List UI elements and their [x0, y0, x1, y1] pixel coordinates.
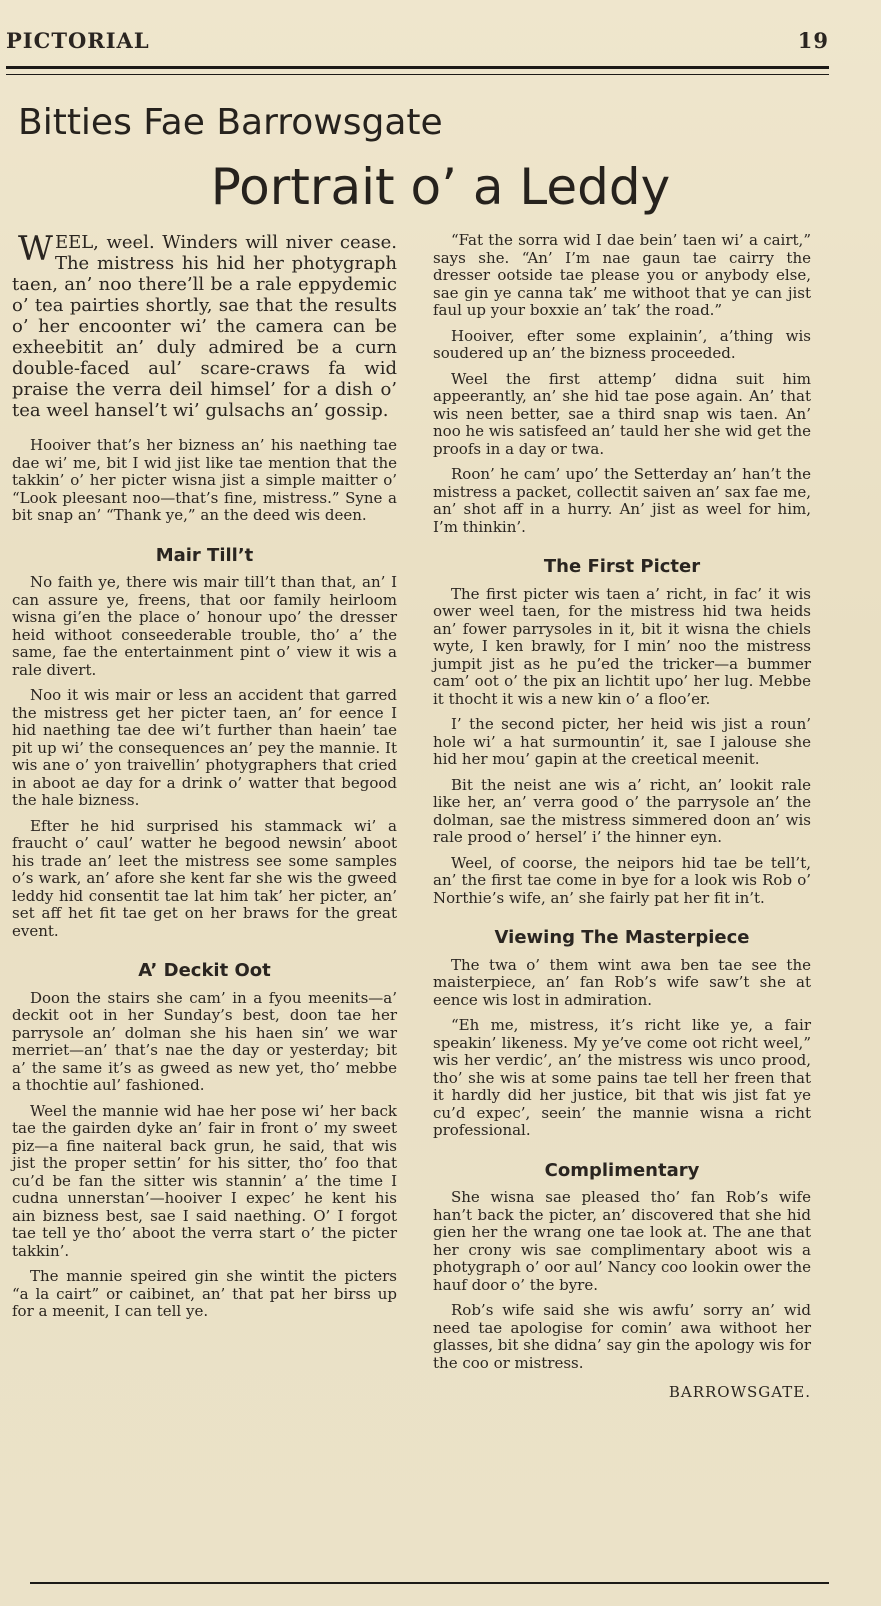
paragraph: “Eh me, mistress, it’s richt like ye, a fair speakin’ likeness. My ye’ve come oot richt weel,” wis her verdic’, an’ the mistress wis unco prood, tho’ she wis at some pains tae tell her freen that it hardly did her justice, bit that wis jist fat ye cu’d expec’, seein’ the mannie wisna a richt professional.: [433, 1016, 811, 1139]
paragraph: The twa o’ them wint awa ben tae see the maisterpiece, an’ fan Rob’s wife saw’t she at eence wis lost in admiration.: [433, 955, 811, 1009]
paragraph: Efter he hid surprised his stammack wi’ a fraucht o’ caul’ watter he begood newsin’ aboot his trade an’ leet the mistress see some samples o’s wark, an’ afore she kent far she wis the gweed leddy hid consentit tae lat him tak’ her picter, an’ set aff het fit tae get on her braws for the great event.: [12, 816, 397, 940]
paragraph: Hooiver that’s her bizness an’ his naething tae dae wi’ me, bit I wid jist like tae mention that the takkin’ o’ her picter wisna jist a simple maitter o’ “Look pleesant noo—that’s fine, mistress.” Syne a bit snap an’ “Thank ye,” an the deed wis deen.: [12, 436, 397, 524]
article-headline: Portrait o’ a Leddy: [210, 158, 671, 216]
subheading-complimentary: Complimentary: [544, 1159, 700, 1181]
paragraph: Hooiver, efter some explainin’, a’thing wis soudered up an’ the bizness proceeded.: [433, 326, 811, 362]
footer-rule: [30, 1582, 829, 1584]
drop-cap: W: [18, 229, 53, 269]
paragraph: Weel the mannie wid hae her pose wi’ her back tae the gairden dyke an’ fair in front o’ my sweet piz—a fine naiteral back grun, he said, that wis jist the proper settin’ for his sitter, tho’ foo that cu’d be fan the sitter wis stannin’ a’ the time I cudna unnerstan’—hooiver I expec’ he kent his ain bizness best, sae I said naething. O’ I forgot tae tell ye tho’ aboot the verra start o’ the picter takkin’.: [12, 1101, 397, 1260]
header-rule: [6, 66, 829, 75]
series-title: Bitties Fae Barrowsgate: [18, 102, 443, 143]
paragraph: Rob’s wife said she wis awfu’ sorry an’ wid need tae apologise for comin’ awa withoot her glasses, bit she didna’ say gin the apology wis for the coo or mistress.: [433, 1301, 811, 1372]
subheading-viewing-masterpiece: Viewing The Masterpiece: [494, 927, 750, 948]
left-column: [12, 229, 397, 1329]
paragraph: The mannie speired gin she wintit the picters “a la cairt” or caibinet, an’ that pat her birss up for a meenit, I can tell ye.: [12, 1267, 397, 1320]
subheading-first-picter: The First Picter: [543, 556, 701, 577]
paragraph: Bit the neist ane wis a’ richt, an’ lookit rale like her, an’ verra good o’ the parrysole an’ the dolman, sae the mistress simmered doon an’ wis rale prood o’ hersel’ i’ the hinner eyn.: [433, 775, 811, 846]
subheading-deckit-oot: A’ Deckit Oot: [138, 960, 271, 981]
paragraph: “Fat the sorra wid I dae bein’ taen wi’ a cairt,” says she. “An’ I’m nae gaun tae cairry the dresser ootside tae please you or anybody else, sae gin ye canna tak’ me withoot that ye can jist faul up your boxxie an’ tak’ the road.”: [433, 231, 811, 319]
running-head: [0, 28, 881, 58]
author-signoff: BARROWSGATE.: [668, 1383, 811, 1401]
section-title: PICTORIAL: [6, 28, 150, 53]
page-number: 19: [797, 28, 829, 53]
lead-paragraph: [12, 229, 397, 421]
subheading-mair-tillt: Mair Till’t: [155, 544, 254, 566]
paragraph: Doon the stairs she cam’ in a fyou meenits—a’ deckit oot in her Sunday’s best, doon tae her parrysole an’ dolman she his haen sin’ we war merriet—an’ that’s nae the day or yesterday; bit a’ the same it’s as gweed as new yet, tho’ mebbe a thochtie aul’ fashioned.: [12, 988, 397, 1094]
paragraph: I’ the second picter, her heid wis jist a roun’ hole wi’ a hat surmountin’ it, sae I jalouse she hid her mou’ gapin at the creetical meenit.: [433, 715, 811, 768]
paragraph: She wisna sae pleased tho’ fan Rob’s wife han’t back the picter, an’ discovered that she hid gien her the wrang one tae look at. The ane that her crony wis sae complimentary aboot wis a photygraph o’ oor aul’ Nancy coo lookin ower the hauf door o’ the byre.: [433, 1188, 811, 1294]
right-column: [433, 232, 811, 1402]
lead-text: EEL, weel. Winders will niver cease. The mistress his hid her photygraph taen, an’ noo there’ll be a rale eppydemic o’ tea pairties shortly, sae that the results o’ her encoonter wi’ the camera can be exheebitit an’ duly admired be a curn double-faced aul’ scare-craws fa wid praise the verra deil himsel’ for a dish o’ tea weel hansel’t wi’ gulsachs an’ gossip.: [12, 232, 397, 421]
paragraph: Noo it wis mair or less an accident that garred the mistress get her picter taen, an’ for eence I hid naething tae dee wi’t further than haein’ tae pit up wi’ the consequences an’ pey the mannie. It wis ane o’ yon traivellin’ photygraphers that cried in aboot ae day for a drink o’ watter that begood the hale bizness.: [12, 686, 397, 809]
paragraph: The first picter wis taen a’ richt, in fac’ it wis ower weel taen, for the mistress hid twa heids an’ fower parrysoles in it, bit it wisna the chiels wyte, I ken brawly, for I min’ noo the mistress jumpit jist as he pu’ed the tricker—a bummer cam’ oot o’ the pix an lichtit upo’ her lug. Mebbe it thocht it wis a new kin o’ a floo’er.: [433, 584, 811, 708]
paragraph: Roon’ he cam’ upo’ the Setterday an’ han’t the mistress a packet, collectit saiven an’ sax fae me, an’ shot aff in a hurry. An’ jist as weel for him, I’m thinkin’.: [433, 465, 811, 536]
paragraph: No faith ye, there wis mair till’t than that, an’ I can assure ye, freens, that oor family heirloom wisna gi’en the place o’ honour upo’ the dresser heid withoot conseederable trouble, tho’ a’ the same, fae the entertainment pint o’ view it wis a rale divert.: [12, 573, 397, 679]
paragraph: Weel the first attemp’ didna suit him appeerantly, an’ she hid tae pose again. An’ that wis neen better, sae a third snap wis taen. An’ noo he wis satisfeed an’ tauld her she wid get the proofs in a day or twa.: [433, 369, 812, 458]
paragraph: Weel, of coorse, the neipors hid tae be tell’t, an’ the first tae come in bye for a look wis Rob o’ Northie’s wife, an’ she fairly pat her fit in’t.: [433, 853, 811, 907]
